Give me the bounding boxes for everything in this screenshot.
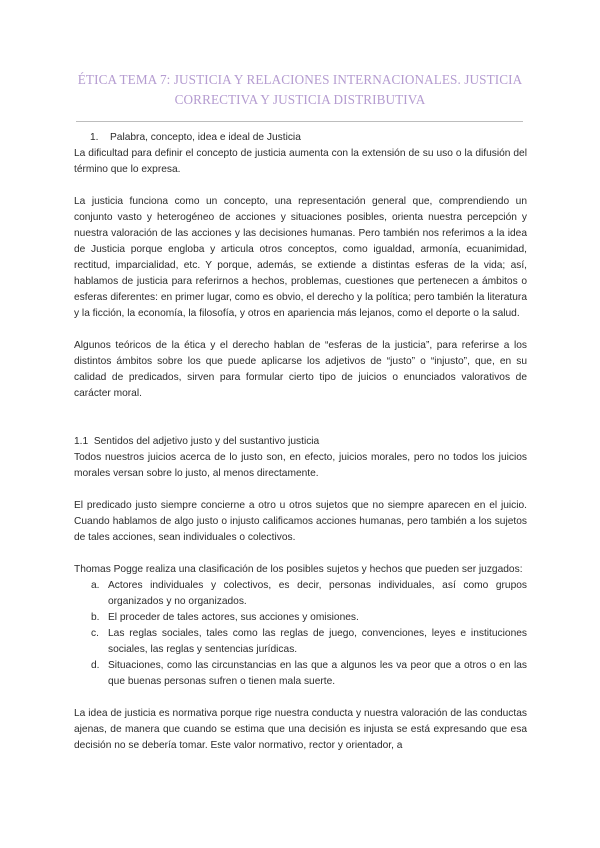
list-item: [74, 626, 527, 658]
section-number: 1.: [90, 132, 99, 143]
paragraph-2: La justicia funciona como un concepto, una representación general que, comprendiendo un conjunto vasto y heterogéneo de acciones y situaciones posibles, orienta nuestra percepción y nuestra valoración de las acciones y las decisiones humanas. Pero también nos referimos a la idea de Justicia porque engloba y articula otros conceptos, como igualdad, armonía, ecuanimidad, rectitud, imparcialidad, etc. Y porque, además, se extiende a distintas esferas de la vida; así, hablamos de justicia para referirnos a hechos, problemas, cuestiones que pertenecen a ámbitos o esferas diferentes: en primer lugar, como es obvio, el derecho y la política; pero también la literatura y la ficción, la economía, la filosofía, y otros en apariencia más lejanos, como el deporte o la salud.: [74, 196, 527, 319]
title-divider: [76, 121, 523, 122]
paragraph-7: La idea de justicia es normativa porque rige nuestra conducta y nuestra valoración de las conductas ajenas, de manera que cuando se estima que una decisión es injusta se está expresando que esa decisión no se debería tomar. Este valor normativo, rector y orientador, a: [74, 708, 527, 751]
section-heading-text: Palabra, concepto, idea e ideal de Justicia: [110, 132, 301, 143]
list-item-text: Actores individuales y colectivos, es decir, personas individuales, así como grupos organizados y no organizados.: [108, 580, 527, 607]
paragraph-3: Algunos teóricos de la ética y el derecho hablan de “esferas de la justicia”, para referirse a los distintos ámbitos sobre los que puede aplicarse los adjetivos de “justo” o “injusto”, que, en su calidad de predicados, sirven para formular cierto tipo de juicios o enunciados valorativos de carácter moral.: [74, 340, 527, 399]
list-item-text: Las reglas sociales, tales como las reglas de juego, convenciones, leyes e instituciones sociales, las reglas y sentencias jurídicas.: [108, 628, 527, 655]
section-heading-1-1: [74, 434, 527, 450]
list-marker: c.: [91, 628, 99, 639]
list-item: [74, 658, 527, 690]
list-marker: d.: [91, 660, 100, 671]
list-item: [74, 610, 527, 626]
list-item-text: Situaciones, como las circunstancias en las que a algunos les va peor que a otros o en las que buenas personas sufren o tienen mala suerte.: [108, 660, 527, 687]
paragraph-1: La dificultad para definir el concepto de justicia aumenta con la extensión de su uso o la difusión del término que lo expresa.: [74, 148, 527, 175]
list-marker: a.: [91, 580, 100, 591]
paragraph-6: Thomas Pogge realiza una clasificación de los posibles sujetos y hechos que pueden ser juzgados:: [74, 564, 523, 575]
section-heading-text: Sentidos del adjetivo justo y del sustantivo justicia: [93, 436, 320, 447]
pogge-classification-list: [74, 578, 527, 690]
list-marker: b.: [91, 612, 100, 623]
list-item: [74, 578, 527, 610]
paragraph-4: Todos nuestros juicios acerca de lo justo son, en efecto, juicios morales, pero no todos los juicios morales versan sobre lo justo, al menos directamente.: [74, 452, 527, 479]
section-heading-1: [74, 130, 527, 146]
document-body: [74, 130, 527, 754]
document-title: ÉTICA TEMA 7: JUSTICIA Y RELACIONES INTERNACIONALES. JUSTICIA CORRECTIVA Y JUSTICIA DISTRIBUTIVA: [77, 72, 523, 107]
paragraph-5: El predicado justo siempre concierne a otro u otros sujetos que no siempre aparecen en el juicio. Cuando hablamos de algo justo o injusto calificamos acciones humanas, pero también a los sujetos de tales acciones, sean individuales o colectivos.: [74, 500, 527, 543]
list-item-text: El proceder de tales actores, sus acciones y omisiones.: [108, 612, 359, 623]
section-number: 1.1: [74, 436, 89, 447]
